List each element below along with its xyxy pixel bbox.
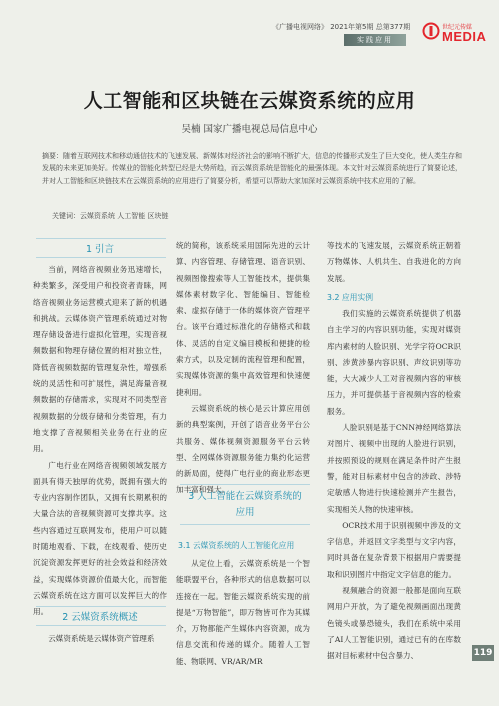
paragraph: OCR技术用于识别视频中涉及的文字信息，并返回文字类型与文字内容，同时具备在复杂背景下根据用户需要提取和识别图片中指定文字信息的能力。: [327, 520, 461, 579]
paragraph: 人脸识别是基于CNN神经网络算法对图片、视频中出现的人脸进行识别，并按照预设的规则在满足条件时产生报警，能对目标素材中包含的涉政、涉特定敏感人物进行快速检测并产生报告，实现相关人物的快速审核。: [327, 423, 461, 514]
paragraph: 广电行业在网络音视频领域发展方面具有得天独厚的优势，既拥有强大的专业内容制作团队，又拥有长期累积的大量合法的音视频资源可支撑共享。这些内容通过互联网发布，使用户可以随时随地观看、下载，在线观看、使历史沉淀资源发挥更好的社会效益和经济效益，实现媒体资源价值最大化，而智能云媒资系统在这方面可以发挥巨大的作用。: [33, 460, 167, 617]
logo-cn-text: 世纪元传媒: [442, 24, 473, 31]
section-3-heading-cont: 应用: [235, 507, 255, 518]
logo-en-text: MEDIA: [442, 29, 487, 44]
section-divider: [36, 238, 166, 239]
section-badge: 实践应用: [344, 34, 406, 46]
paragraph: 当前，网络音视频业务迅速增长，种类繁多，深受用户和投资者青睐，网络音视频业务运营模式迎来了新的机遇和挑战。云媒体资产管理系统通过对物理存储设备进行虚拟化管理，实现音视频数据和物理存储位置的相对独立性，降低音视频数据的管理复杂性，增强系统的灵活性和可扩展性，满足海量音视频数据的存储需求，实现对不同类型音视频数据的分级存储和分类管理，有力地支撑了音视频相关业务在行业的应用。: [33, 265, 167, 454]
column-2-tail: [176, 556, 310, 670]
keywords: 关键词：云媒资系统 人工智能 区块链: [52, 212, 169, 220]
section-divider: [36, 257, 166, 258]
article-author: 吴楠 国家广播电视总局信息中心: [181, 124, 318, 135]
section-1-heading: 1 引言: [85, 244, 115, 255]
column-2: [176, 238, 310, 499]
paragraph: 等技术的飞速发展，云媒资系统正朝着万物媒体、人机共生、自我进化的方向发展。: [327, 241, 461, 283]
paragraph: 云媒资系统的核心是云计算应用创新的典型案例，开创了语音业务平台公共服务、媒体视频资源服务平台云转型、全网媒体资源服务能力集约化运营的新局面，使得广电行业的商业形态更加丰富和强大。: [176, 403, 310, 495]
paragraph: 云媒资系统是云媒体资产管理系: [48, 634, 155, 643]
column-1-tail: [33, 631, 167, 647]
section-divider: [180, 484, 310, 485]
page-header: [0, 0, 499, 50]
subsection-3-2-heading: 3.2 应用实例: [327, 293, 374, 302]
publisher-logo: [422, 20, 492, 48]
section-3-heading: 3 人工智能在云媒资系统的: [188, 491, 302, 502]
section-2-heading: 2 云媒资系统概述: [62, 612, 138, 623]
column-3-body: [327, 306, 461, 665]
abstract: 摘要：随着互联网技术和移动通信技术的飞速发展、新媒体对经济社会的影响不断扩大，信息的传播形式发生了巨大变化，使人类生存和发展的未来更加美好。传媒业的智能化转型已经是大势所趋，而云媒资系统是智能化的最强体现。本文针对云媒资系统进行了简要论述，并对人工智能和区块链技术在云媒资系统的应用进行了简要分析，希望可以帮助大家加深对云媒资系统中技术应用的了解。: [42, 152, 462, 185]
paragraph: 我们实施的云媒资系统提供了机器自主学习的内容识别功能，实现对媒资库内素材的人脸识别、光学字符OCR识别、涉黄涉暴内容识别、声纹识别等功能，大大减少人工对音视频内容的审核压力，并可提供基于音视频内容的检索服务。: [327, 309, 461, 416]
column-3: [327, 238, 461, 287]
paragraph: 统的简称，该系统采用国际先进的云计算、内容管理、存储管理、语音识别、视频图像搜索等人工智能技术，提供集媒体素材数字化、智能编目、智能检索、虚拟存储于一体的媒体资产管理平台。该平台通过标准化的存储格式和载体、灵活的自定义编目模板和便捷的检索方式，以及定制的流程管理和配置，实现媒体资源的集中高效管理和快速便捷利用。: [176, 241, 310, 397]
article-title: 人工智能和区块链在云媒资系统的应用: [83, 90, 416, 112]
column-1: [33, 262, 167, 621]
subsection-3-1-heading: 3.1 云媒资系统的人工智能化应用: [178, 541, 295, 550]
paragraph: 从定位上看，云媒资系统是一个智能联盟平台，各种形式的信息数据可以连接在一起。智能云媒资系统实现的前提是“万物智能”，即万物皆可作为其媒介，万物都能产生媒体内容资源，成为信息交流和传递的媒介。随着人工智能、物联网、VR/AR/MR: [176, 559, 310, 666]
section-divider: [36, 625, 166, 626]
section-3-heading-box: [178, 484, 312, 528]
journal-info: 《广播电视网络》 2021年第5期 总第377期: [272, 23, 411, 31]
paragraph: 视频融合的资源一般都是面向互联网用户开放，为了避免视频画面出现黄色镜头或暴恐镜头，我们在系统中采用了AI人工智能识别，通过已有的在库数据对目标素材中包含暴力、: [327, 586, 461, 661]
logo-mark-icon: [422, 22, 440, 40]
page-number: 119: [472, 645, 494, 661]
section-divider: [36, 606, 166, 607]
section-divider: [180, 524, 310, 525]
